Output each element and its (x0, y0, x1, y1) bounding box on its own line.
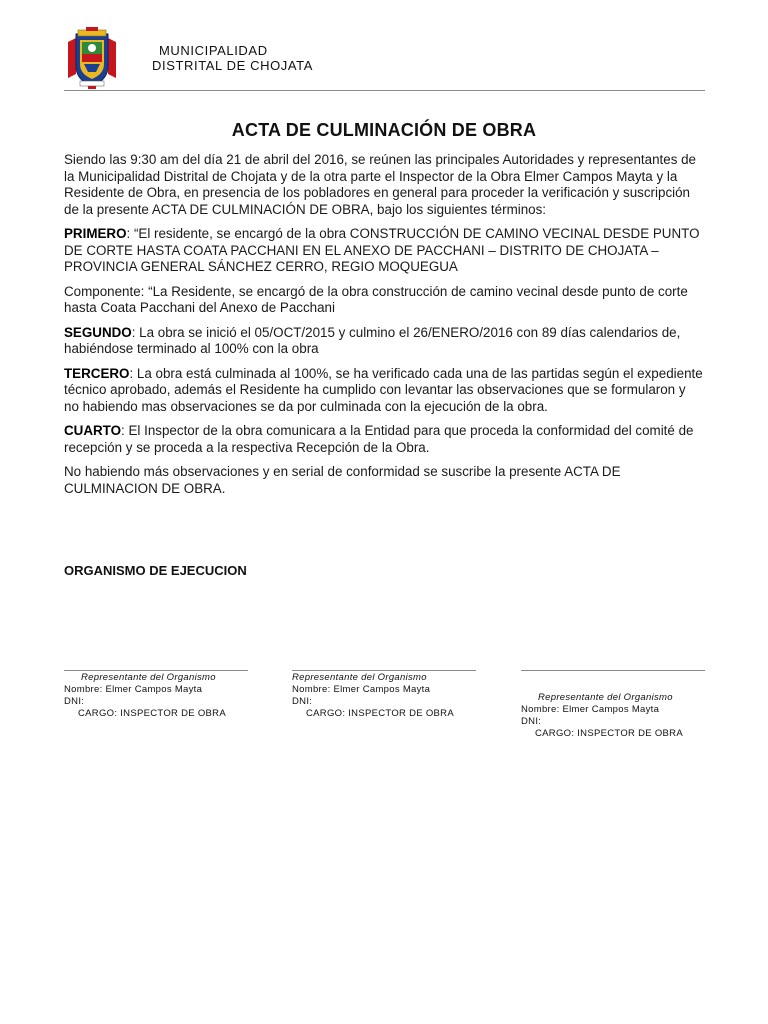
signature-name: Nombre: Elmer Campos Mayta (64, 684, 203, 695)
primero-label: PRIMERO (64, 226, 127, 241)
tercero-paragraph (64, 366, 704, 416)
cuarto-paragraph (64, 423, 704, 456)
intro-paragraph: Siendo las 9:30 am del día 21 de abril del 2016, se reúnen las principales Autoridades y representantes de la Municipalidad Distrital de Chojata y de la otra parte el Inspector de la Obra Elmer Campos Mayta y la Residente de Obra, en presencia de los pobladores en general para proceder la verificación y suscripción de la presente ACTA DE CULMINACIÓN DE OBRA, bajo los siguientes términos: (64, 152, 697, 217)
signature-dni: DNI: (64, 696, 85, 707)
letterhead (64, 24, 705, 92)
organismo-heading: ORGANISMO DE EJECUCION (64, 563, 247, 578)
primero-paragraph (64, 226, 704, 276)
header-divider (64, 90, 705, 91)
signature-block-1 (64, 670, 248, 720)
tercero-label: TERCERO (64, 365, 130, 381)
signature-cargo: CARGO: INSPECTOR DE OBRA (535, 728, 683, 739)
signature-block-3 (521, 670, 705, 740)
municipal-crest-icon (66, 26, 118, 90)
segundo-label: SEGUNDO (64, 324, 132, 340)
signature-cargo: CARGO: INSPECTOR DE OBRA (306, 708, 454, 719)
primero-text: : “El residente, se encargó de la obra CONSTRUCCIÓN DE CAMINO VECINAL DESDE PUNTO DE CORTE HASTA COATA PACCHANI EN EL ANEXO DE PACCHANI – DISTRITO DE CHOJATA – PROVINCIA GENERAL SÁNCHEZ CERRO, REGIO MOQUEGUA (64, 226, 700, 274)
closing-paragraph: No habiendo más observaciones y en serial de conformidad se suscribe la presente ACTA DE CULMINACION DE OBRA. (64, 464, 621, 496)
signature-cargo: CARGO: INSPECTOR DE OBRA (78, 708, 226, 719)
tercero-text: : La obra está culminada al 100%, se ha verificado cada una de las partidas según el expediente técnico aprobado, además el Residente ha cumplido con levantar las observaciones que se formularon y no habiendo mas observaciones se da por culminada con la ejecución de la obra. (64, 365, 703, 414)
signature-spacer (521, 672, 705, 692)
municipality-name (152, 43, 313, 73)
signature-line (64, 670, 248, 671)
segundo-paragraph (64, 325, 704, 358)
document-body (64, 152, 704, 505)
signature-dni: DNI: (292, 696, 313, 707)
municipality-line-1: MUNICIPALIDAD (159, 43, 268, 58)
signature-role: Representante del Organismo (81, 672, 216, 683)
componente-paragraph: Componente: “La Residente, se encargó de la obra construcción de camino vecinal desde punto de corte hasta Coata Pacchani del Anexo de Pacchani (64, 283, 688, 315)
signature-dni: DNI: (521, 716, 542, 727)
signature-role: Representante del Organismo (292, 672, 427, 683)
cuarto-text: : El Inspector de la obra comunicara a la Entidad para que proceda la conformidad del comité de recepción y se proceda a la respectiva Recepción de la Obra. (64, 423, 694, 455)
document-title: ACTA DE CULMINACIÓN DE OBRA (231, 120, 537, 140)
signature-name: Nombre: Elmer Campos Mayta (292, 684, 431, 695)
municipality-line-2: DISTRITAL DE CHOJATA (152, 58, 314, 73)
cuarto-label: CUARTO (64, 423, 122, 438)
signature-line (521, 670, 705, 671)
signature-block-2 (292, 670, 476, 720)
signature-line (292, 670, 476, 671)
segundo-text: : La obra se inició el 05/OCT/2015 y culmino el 26/ENERO/2016 con 89 días calendarios de, habiéndose terminado al 100% con la obra (64, 324, 681, 356)
signature-name: Nombre: Elmer Campos Mayta (521, 704, 660, 715)
signature-role: Representante del Organismo (538, 692, 673, 703)
